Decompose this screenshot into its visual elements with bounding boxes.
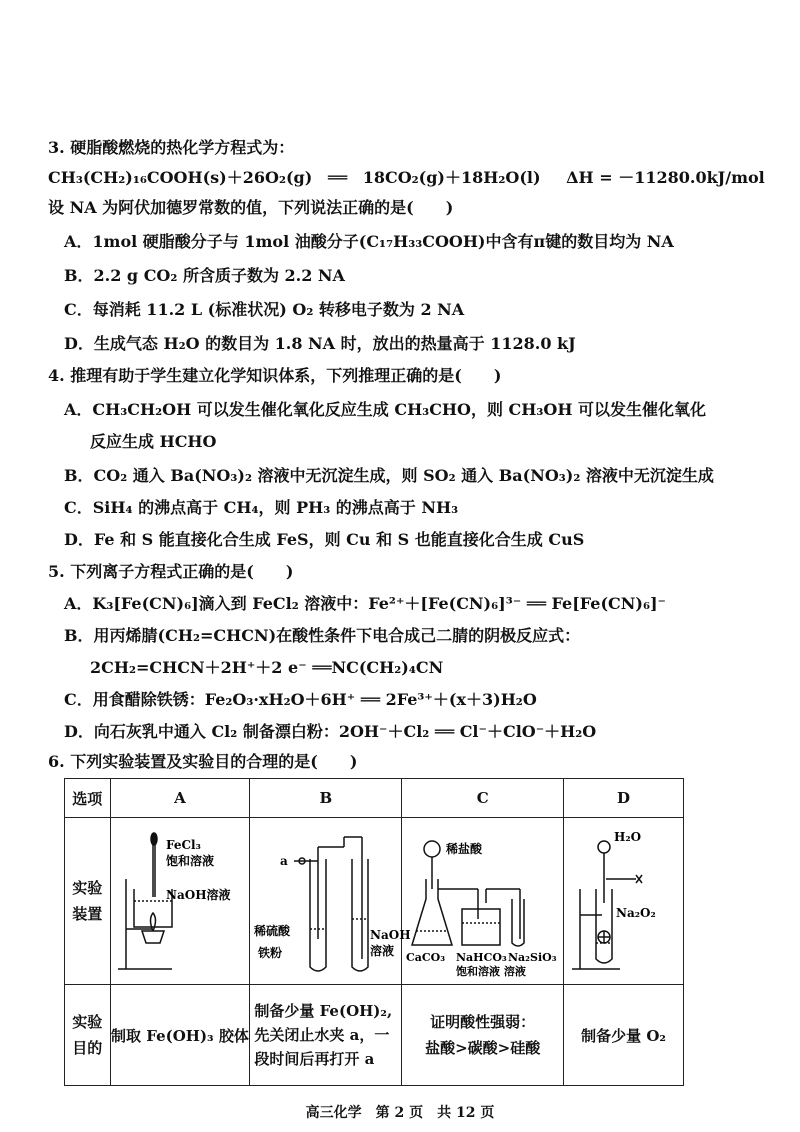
- table-header-row: [65, 779, 684, 818]
- apparatus-b-drawing: [252, 819, 411, 979]
- row-label-apparatus: 实验装置: [65, 818, 111, 985]
- header-a: A: [110, 779, 250, 818]
- c-label-hcl: 稀盐酸: [445, 842, 482, 856]
- q4-option-a2: 反应生成 HCHO: [90, 432, 217, 451]
- q3-option-a: A．1mol 硬脂酸分子与 1mol 油酸分子(C₁₇H₃₃COOH)中含有π键的数目均为 NA: [64, 232, 674, 251]
- b-label-naoh: NaOH: [369, 928, 411, 942]
- b-label-solution: 溶液: [369, 944, 394, 958]
- c-label-saturated: 饱和溶液 溶液: [455, 965, 526, 978]
- row-label-purpose: 实验目的: [65, 985, 111, 1086]
- q3-eq-left: CH₃(CH₂)₁₆COOH(s)＋26O₂(g): [48, 168, 313, 187]
- apparatus-b: [250, 818, 411, 985]
- q3-stem: 3. 硬脂酸燃烧的热化学方程式为：: [48, 138, 295, 157]
- q3-eq-arrow: ══: [327, 168, 348, 187]
- a-label-saturated: 饱和溶液: [165, 854, 214, 868]
- q5-option-c: C．用食醋除铁锈：Fe₂O₃·xH₂O＋6H⁺ ══ 2Fe³⁺＋(x＋3)H₂O: [64, 690, 537, 709]
- apparatus-c: [402, 818, 564, 985]
- q3-option-c: C．每消耗 11.2 L (标准状况) O₂ 转移电子数为 2 NA: [64, 300, 465, 319]
- q5-stem: 5. 下列离子方程式正确的是( ): [48, 562, 294, 581]
- q3-eq-right: 18CO₂(g)＋18H₂O(l): [362, 168, 541, 187]
- q5-option-b2: 2CH₂=CHCN＋2H⁺＋2 e⁻ ══NC(CH₂)₄CN: [90, 658, 444, 677]
- q3-stem2: 设 NA 为阿伏加德罗常数的值，下列说法正确的是( ): [48, 198, 454, 217]
- q4-option-c: C．SiH₄ 的沸点高于 CH₄，则 PH₃ 的沸点高于 NH₃: [64, 498, 459, 517]
- apparatus-d: [564, 818, 684, 985]
- c-label-nahco3: NaHCO₃: [455, 951, 507, 964]
- q3-equation: [48, 168, 765, 188]
- q3-option-d: D．生成气态 H₂O 的数目为 1.8 NA 时，放出的热量高于 1128.0 kJ: [64, 334, 576, 353]
- a-label-naoh: NaOH溶液: [165, 888, 231, 902]
- d-label-na2o2: Na₂O₂: [615, 906, 656, 920]
- apparatus-a: [110, 818, 250, 985]
- apparatus-row: [65, 818, 684, 985]
- q5-option-a: A．K₃[Fe(CN)₆]滴入到 FeCl₂ 溶液中：Fe²⁺＋[Fe(CN)₆]³⁻ ══ Fe[Fe(CN)₆]⁻: [64, 594, 666, 613]
- b-label-a: a: [279, 854, 288, 868]
- c-label-na2sio3: Na₂SiO₃: [507, 951, 557, 964]
- q4-option-a1: A．CH₃CH₂OH 可以发生催化氧化反应生成 CH₃CHO，则 CH₃OH 可以发生催化氧化: [64, 400, 707, 419]
- purpose-d: 制备少量 O₂: [564, 985, 684, 1086]
- q3-eq-dh: ΔH = －11280.0kJ/mol: [566, 168, 765, 187]
- purpose-c: 证明酸性强弱： 盐酸>碳酸>硅酸: [402, 985, 564, 1086]
- apparatus-a-drawing: [112, 819, 248, 979]
- q6-stem: 6. 下列实验装置及实验目的合理的是( ): [48, 752, 358, 771]
- header-option: 选项: [65, 779, 111, 818]
- purpose-b: 制备少量 Fe(OH)₂, 先关闭止水夹 a，一 段时间后再打开 a: [250, 985, 402, 1086]
- page-footer: 高三化学 第 2 页 共 12 页: [305, 1105, 495, 1121]
- q3-option-b: B．2.2 g CO₂ 所含质子数为 2.2 NA: [64, 266, 345, 285]
- experiment-table: [64, 778, 684, 1086]
- q5-option-b1: B．用丙烯腈(CH₂=CHCN)在酸性条件下电合成己二腈的阴极反应式：: [64, 626, 581, 645]
- header-c: C: [402, 779, 564, 818]
- c-label-caco3: CaCO₃: [405, 951, 445, 964]
- q4-option-d: D．Fe 和 S 能直接化合生成 FeS，则 Cu 和 S 也能直接化合生成 CuS: [64, 530, 585, 549]
- header-b: B: [250, 779, 402, 818]
- apparatus-c-drawing: [404, 819, 562, 979]
- b-label-acid: 稀硫酸: [253, 924, 290, 938]
- q4-option-b: B．CO₂ 通入 Ba(NO₃)₂ 溶液中无沉淀生成，则 SO₂ 通入 Ba(NO₃)₂ 溶液中无沉淀生成: [64, 466, 714, 485]
- q4-stem: 4. 推理有助于学生建立化学知识体系，下列推理正确的是( ): [48, 366, 502, 385]
- apparatus-d-drawing: [566, 819, 682, 979]
- q5-option-d: D．向石灰乳中通入 Cl₂ 制备漂白粉：2OH⁻＋Cl₂ ══ Cl⁻＋ClO⁻＋H₂O: [64, 722, 597, 741]
- header-d: D: [564, 779, 684, 818]
- d-label-h2o: H₂O: [613, 830, 641, 844]
- b-label-iron: 铁粉: [257, 946, 282, 960]
- purpose-row: [65, 985, 684, 1086]
- purpose-a: 制取 Fe(OH)₃ 胶体: [110, 985, 250, 1086]
- a-label-fecl3: FeCl₃: [165, 838, 201, 852]
